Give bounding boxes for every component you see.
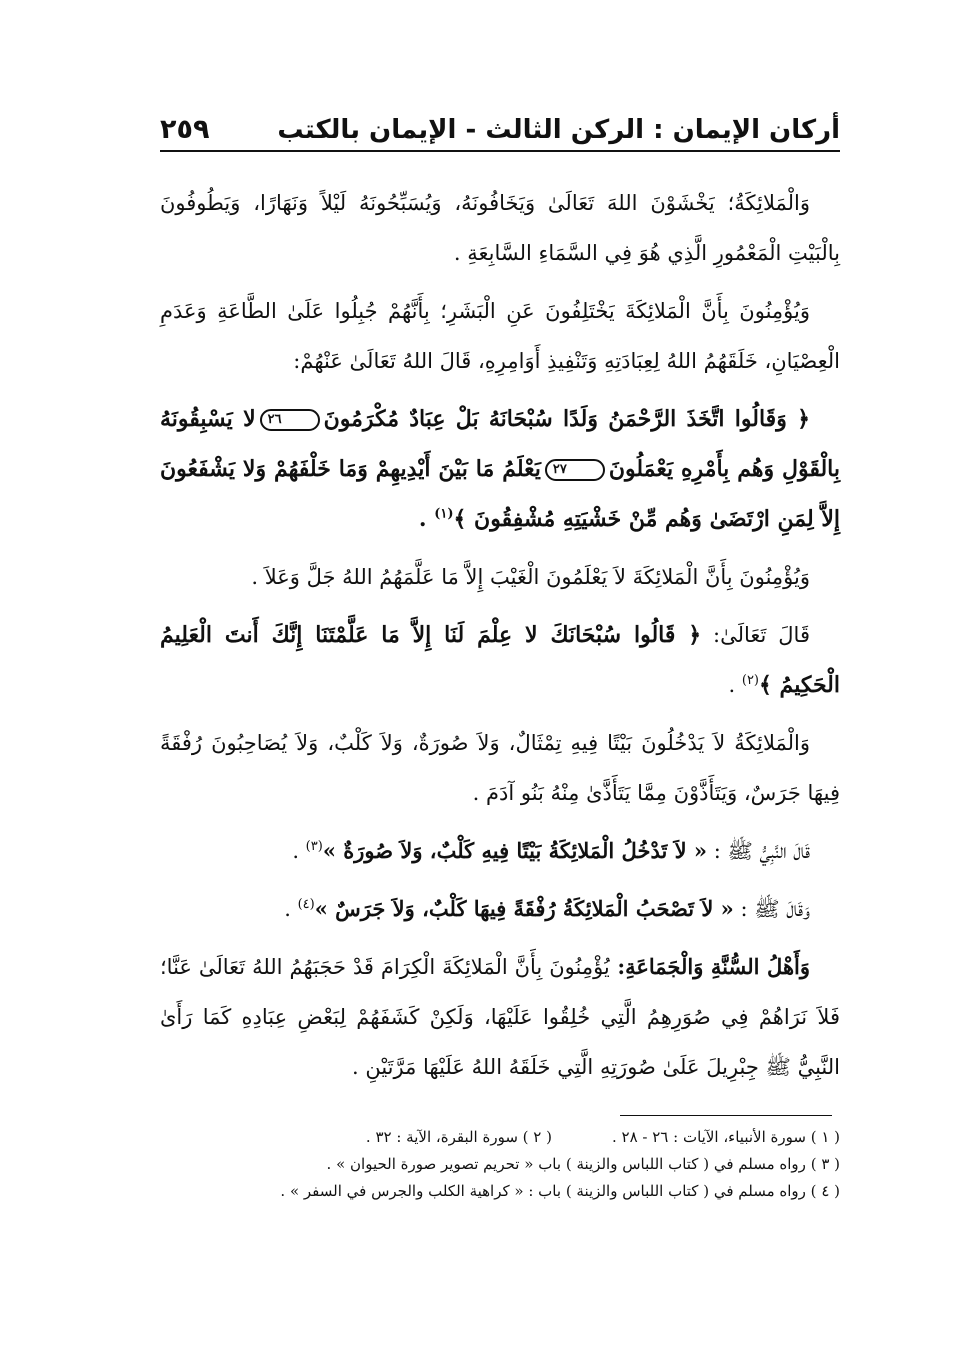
hadith-quote-1: « لاَ تَدْخُلُ الْمَلائِكَةُ بَيْتًا فِيهِ كَلْبٌ، وَلاَ صُورَةٌ » [322, 838, 708, 863]
running-header [160, 110, 840, 152]
verse-end: . [418, 506, 435, 532]
footnote-ref-3: (٣) [305, 839, 323, 854]
ayah-number-27: ٢٧ [545, 459, 605, 481]
page-number: ٢٥٩ [160, 114, 210, 145]
quran-verse-anbiya [160, 394, 840, 544]
verse-part-1: وَقَالُوا اتَّخَذَ الرَّحْمَنُ وَلَدًا سُبْحَانَهُ بَلْ عِبَادٌ مُكْرَمُونَ [323, 406, 787, 432]
verse-part-2: لا يَسْبِقُونَهُ بِالْقَوْلِ وَهُم بِأَمْرِهِ يَعْمَلُونَ [160, 406, 840, 482]
header-title: أركان الإيمان : الركن الثالث - الإيمان بالكتب [277, 115, 840, 145]
footnote-divider [620, 1115, 832, 1116]
paragraph-hadith-2 [160, 884, 840, 934]
footnote-row-4 [160, 1178, 840, 1205]
paragraph-angels-differ: وَيُؤْمِنُونَ بِأَنَّ الْمَلائِكَةَ يَخْتَلِفُونَ عَنِ الْبَشَرِ؛ بِأَنَّهُمْ جُبِلُوا عَلَىٰ الطَّاعَةِ وَعَدَمِ الْعِصْيَانِ، خَلَقَهُمُ اللهُ لِعِبَادَتِهِ وَتَنْفِيذِ أَوَامِرِهِ، قَالَ اللهُ تَعَالَىٰ عَنْهُمْ: [160, 299, 840, 373]
verse-close-bracket: ﴾ [453, 506, 467, 532]
footnote-2: ( ٢ ) سورة البقرة، الآية : ٣٢ . [365, 1128, 552, 1146]
hadith-quote-2: « لاَ تَصْحَبُ الْمَلائِكَةُ رُفْقَةً فِيهَا كَلْبٌ، وَلاَ جَرَسٌ » [314, 896, 734, 921]
footnote-1: ( ١ ) سورة الأنبياء، الآيات : ٢٦ - ٢٨ . [611, 1128, 840, 1146]
paragraph-baqara-verse [160, 610, 840, 710]
hadith-intro: وَقَالَ ﷺ : [733, 897, 810, 921]
verse-part-3: يَعْلَمُ مَا بَيْنَ أَيْدِيهِمْ وَمَا خَلْفَهُمْ وَلا يَشْفَعُونَ إِلاَّ لِمَنِ ارْتَضَىٰ وَهُم مِّنْ خَشْيَتِهِ مُشْفِقُونَ [160, 456, 840, 532]
paragraph-angels-fear: وَالْمَلائِكَةُ؛ يَخْشَوْنَ اللهَ تَعَالَىٰ وَيَخَافُونَهُ، وَيُسَبِّحُونَهُ لَيْلاً وَنَهَارًا، وَيَطُوفُونَ بِالْبَيْتِ الْمَعْمُورِ الَّذِي هُوَ فِي السَّمَاءِ السَّابِعَةِ . [160, 191, 840, 265]
footnote-ref-1: (١) [434, 506, 454, 522]
hadith-end: . [284, 897, 298, 921]
ahl-sunnah-heading: وَأَهْلُ السُّنَّةِ وَالْجَمَاعَةِ: [609, 954, 810, 979]
hadith-intro: قَالَ النَّبِيُّ ﷺ : [707, 839, 810, 863]
verse-intro: قَالَ تَعَالَىٰ: [701, 623, 810, 647]
paragraph-unseen: وَيُؤْمِنُونَ بِأَنَّ الْمَلائِكَةَ لاَ يَعْلَمُونَ الْغَيْبَ إِلاَّ مَا عَلَّمَهُمُ اللهُ جَلَّ وَعَلاَ . [251, 565, 810, 589]
ayah-number-26: ٢٦ [260, 409, 320, 431]
verse-end: . [728, 673, 742, 697]
footnote-4: ( ٤ ) رواه مسلم في ( كتاب اللباس والزينة ) باب : « كراهية الكلب والجرس في السفر » . [280, 1182, 840, 1200]
footnote-row-1 [160, 1124, 840, 1151]
footnote-row-3 [160, 1151, 840, 1178]
paragraph-hadith-1 [160, 826, 840, 876]
quran-verse-baqara: ﴿ قَالُوا سُبْحَانَكَ لا عِلْمَ لَنَا إِلاَّ مَا عَلَّمْتَنَا إِنَّكَ أَنتَ الْعَلِيمُ الْحَكِيمُ ﴾ [160, 622, 840, 698]
footnotes [160, 1124, 840, 1205]
veiled-text: يُؤْمِنُونَ بِأَنَّ الْمَلائِكَةَ الْكِرَامَ قَدْ حَجَبَهُمُ اللهُ تَعَالَىٰ عَنَّا؛ فَلاَ نَرَاهُمْ فِي صُوَرِهِمُ الَّتِي خُلِقُوا عَلَيْهَا، وَلَكِنْ كَشَفَهُمْ لِبَعْضِ عِبَادِهِ كَمَا رَأَىٰ النَّبِيُّ ﷺ جِبْرِيلَ عَلَىٰ صُورَتِهِ الَّتِي خَلَقَهُ اللهُ عَلَيْهَا مَرَّتَيْنِ . [160, 955, 840, 1079]
hadith-end: . [292, 839, 306, 863]
footnote-ref-2: (٢) [741, 673, 759, 688]
verse-open-bracket: ﴿ [797, 406, 810, 432]
paragraph-veiled [160, 942, 840, 1092]
footnote-ref-4: (٤) [297, 897, 315, 912]
paragraph-houses: وَالْمَلائِكَةُ لاَ يَدْخُلُونَ بَيْتًا فِيهِ تِمْثَالٌ، وَلاَ صُورَةٌ، وَلاَ كَلْبٌ، وَلاَ يُصَاحِبُونَ رُفْقَةً فِيهَا جَرَسٌ، وَيَتَأَذَّوْنَ مِمَّا يَتَأَذَّىٰ مِنْهُ بَنُو آدَمَ . [160, 731, 840, 805]
main-text [160, 178, 840, 1100]
footnote-3: ( ٣ ) رواه مسلم في ( كتاب اللباس والزينة ) باب « تحريم تصوير صورة الحيوان » . [326, 1155, 840, 1173]
